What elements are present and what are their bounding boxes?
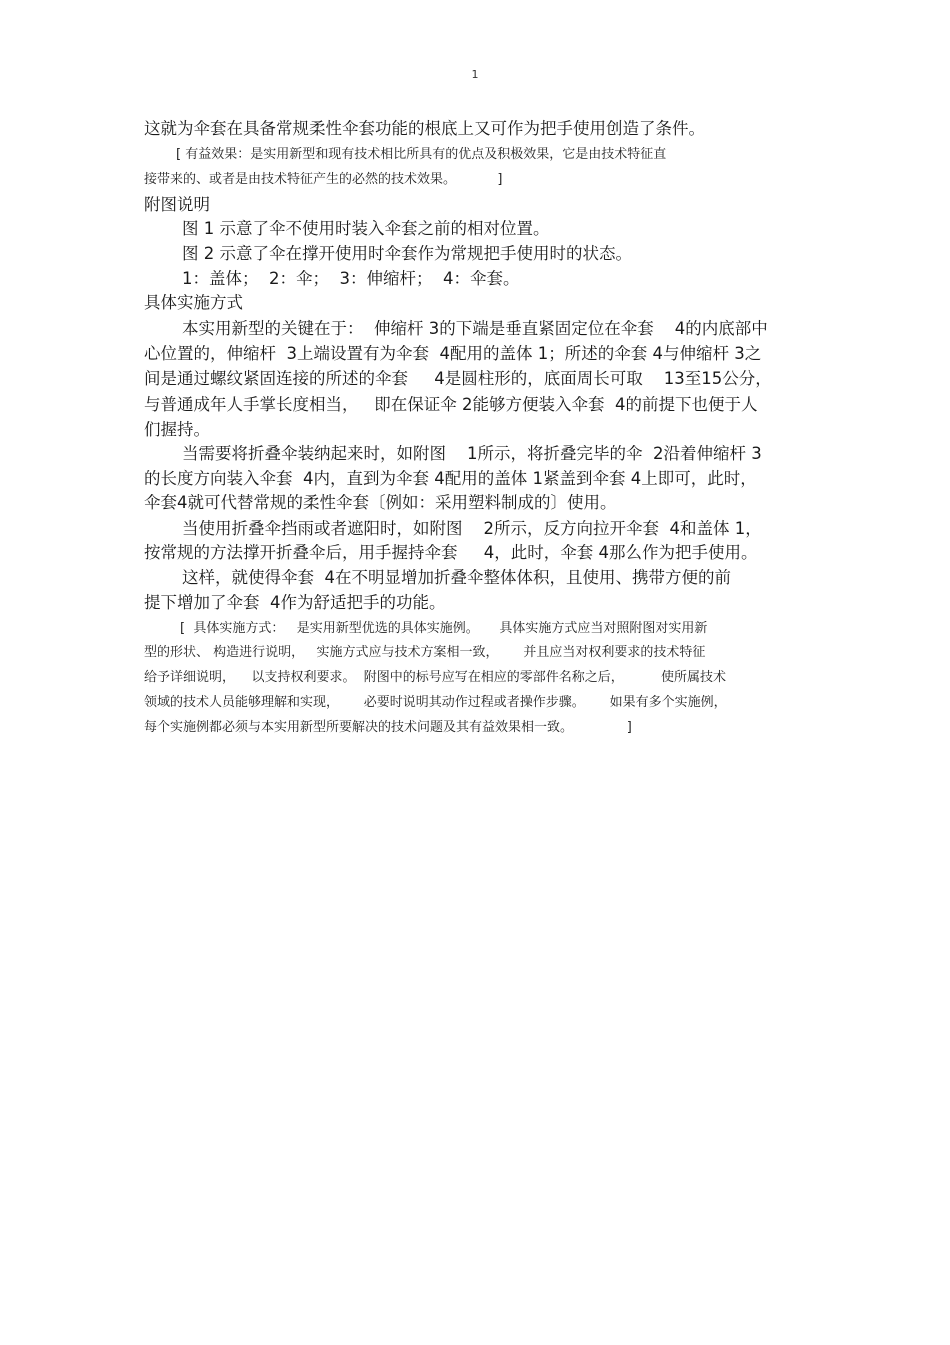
body-line: 心位置的，伸缩杆 3上端设置有为伞套 4配用的盖体 1；所述的伞套 4与伸缩杆 3之 xyxy=(144,344,762,363)
body-line: 当需要将折叠伞装纳起来时，如附图 1所示，将折叠完毕的伞 2沿着伸缩杆 3 xyxy=(182,444,762,463)
section-heading: 具体实施方式 xyxy=(144,293,243,312)
body-line: 当使用折叠伞挡雨或者遮阳时，如附图 2所示，反方向拉开伞套 4和盖体 1， xyxy=(182,519,762,538)
note-line: 给予详细说明， 以支持权利要求。 附图中的标号应写在相应的零部件名称之后， 使所属技术 xyxy=(144,670,726,685)
body-line: 本实用新型的关键在于： 伸缩杆 3的下端是垂直紧固定位在伞套 4的内底部中 xyxy=(182,319,768,338)
body-line: 的长度方向装入伞套 4内，直到为伞套 4配用的盖体 1紧盖到伞套 4上即可，此时， xyxy=(144,469,757,488)
body-line: 图 1 示意了伞不使用时装入伞套之前的相对位置。 xyxy=(182,219,550,238)
body-line: 图 2 示意了伞在撑开使用时伞套作为常规把手使用时的状态。 xyxy=(182,244,632,263)
body-line: 这样，就使得伞套 4在不明显增加折叠伞整体体积，且使用、携带方便的前 xyxy=(182,568,731,587)
body-line: 间是通过螺纹紧固连接的所述的伞套 4是圆柱形的，底面周长可取 13至15公分， xyxy=(144,369,772,388)
note-line: [ 有益效果：是实用新型和现有技术相比所具有的优点及积极效果，它是由技术特征直 xyxy=(176,147,667,162)
body-line: 按常规的方法撑开折叠伞后，用手握持伞套 4，此时，伞套 4那么作为把手使用。 xyxy=(144,543,758,562)
note-line: 领域的技术人员能够理解和实现， 必要时说明其动作过程或者操作步骤。 如果有多个实施例， xyxy=(144,695,727,710)
body-line: 这就为伞套在具备常规柔性伞套功能的根底上又可作为把手使用创造了条件。 xyxy=(144,119,705,138)
note-line: 型的形状、 构造进行说明， 实施方式应与技术方案相一致， 并且应当对权利要求的技术特征 xyxy=(144,645,706,660)
body-line: 提下增加了伞套 4作为舒适把手的功能。 xyxy=(144,593,446,612)
note-line: 接带来的、或者是由技术特征产生的必然的技术效果。 ] xyxy=(144,172,503,187)
note-line: [ 具体实施方式： 是实用新型优选的具体实施例。 具体实施方式应当对照附图对实用新 xyxy=(180,621,708,636)
note-line: 每个实施例都必须与本实用新型所要解决的技术问题及其有益效果相一致。 ] xyxy=(144,720,632,735)
body-line: 1：盖体； 2：伞； 3：伸缩杆； 4：伞套。 xyxy=(182,269,520,288)
page-number: 1 xyxy=(471,68,479,81)
body-line: 伞套4就可代替常规的柔性伞套〔例如：采用塑料制成的〕使用。 xyxy=(144,493,617,512)
body-line: 与普通成年人手掌长度相当， 即在保证伞 2能够方便装入伞套 4的前提下也便于人 xyxy=(144,395,758,414)
body-line: 们握持。 xyxy=(144,420,210,439)
section-heading: 附图说明 xyxy=(144,195,210,214)
